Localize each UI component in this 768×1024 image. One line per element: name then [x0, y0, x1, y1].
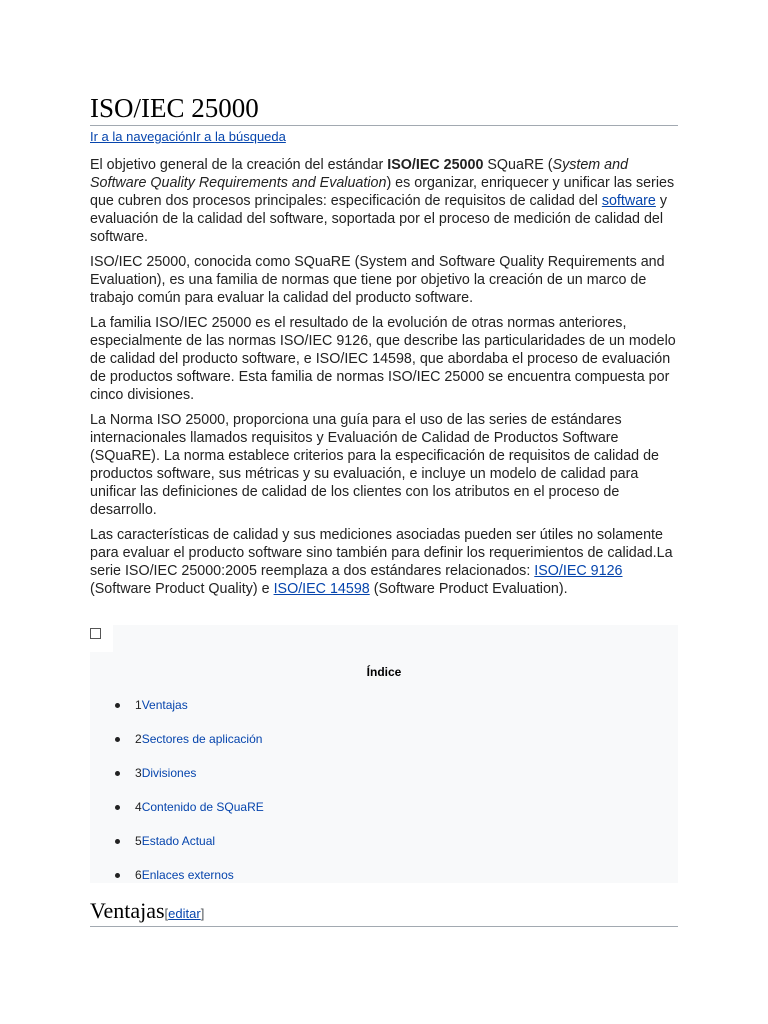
bullet-icon: [115, 703, 120, 708]
text-run: y evaluación de la calidad del software, soportada por el proceso de medición de calidad del software.: [90, 193, 667, 245]
jump-to-navigation-link[interactable]: Ir a la navegación: [90, 129, 193, 144]
iso-9126-link[interactable]: ISO/IEC 9126: [534, 563, 623, 579]
paragraph-intro: [90, 156, 678, 246]
toc-item[interactable]: [115, 764, 264, 798]
toc-list: [115, 696, 264, 900]
paragraph-family: La familia ISO/IEC 25000 es el resultado de la evolución de otras normas anteriores, especialmente de las normas ISO/IEC 9126, que describe las particularidades de un modelo de calidad del producto software, e ISO/IEC 14598, que abordaba el proceso de evaluación de productos software. Esta familia de normas ISO/IEC 25000 se encuentra compuesta por cinco divisiones.: [90, 315, 676, 403]
toc-title: Índice: [366, 665, 402, 679]
toc-panel-strip: [90, 652, 113, 883]
jump-to-search-link[interactable]: Ir a la búsqueda: [192, 129, 286, 144]
bold-term: ISO/IEC 25000: [387, 157, 484, 173]
toc-link[interactable]: Estado Actual: [141, 834, 216, 848]
edit-bracket-open: [: [164, 906, 169, 921]
toc-link[interactable]: Enlaces externos: [141, 868, 234, 882]
toc-link[interactable]: Contenido de SQuaRE: [141, 800, 264, 814]
text-run: SQuaRE (: [483, 157, 553, 173]
toc-link[interactable]: Divisiones: [141, 766, 197, 780]
edit-bracket-close: ]: [200, 906, 205, 921]
edit-section: [165, 906, 205, 921]
toc-link[interactable]: Ventajas: [141, 698, 188, 712]
software-link[interactable]: software: [601, 193, 656, 209]
bullet-icon: [115, 805, 120, 810]
toc-number: 2: [135, 732, 142, 746]
text-run: (Software Product Evaluation).: [369, 581, 568, 597]
toc-item[interactable]: [115, 696, 264, 730]
toc-number: 5: [135, 834, 142, 848]
toc-number: 6: [135, 868, 142, 882]
jump-links: [90, 128, 286, 146]
toc-number: 3: [135, 766, 142, 780]
bullet-icon: [115, 873, 120, 878]
paragraph-square: ISO/IEC 25000, conocida como SQuaRE (System and Software Quality Requirements and Evaluation), es una familia de normas que tiene por objetivo la creación de un marco de trabajo común para evaluar la calidad del producto software.: [90, 254, 665, 306]
toc-item[interactable]: [115, 730, 264, 764]
iso-14598-link[interactable]: ISO/IEC 14598: [273, 581, 370, 597]
toc-number: 4: [135, 800, 142, 814]
toc-item[interactable]: [115, 798, 264, 832]
toc-toggle-checkbox[interactable]: [90, 628, 101, 639]
toc-item[interactable]: [115, 832, 264, 866]
paragraph-characteristics: [90, 526, 678, 598]
section-heading-ventajas: [90, 897, 678, 927]
text-run: (Software Product Quality) e: [90, 581, 274, 597]
toc-item[interactable]: [115, 866, 264, 900]
bullet-icon: [115, 737, 120, 742]
text-run: ) es organizar, enriquecer y unificar las series que cubren dos procesos principales: especificación de requisitos de calidad del: [90, 175, 675, 209]
page-title: ISO/IEC 25000: [90, 91, 678, 126]
text-run: Las características de calidad y sus mediciones asociadas pueden ser útiles no solamente para evaluar el producto software sino también para definir los requerimientos de calidad.La serie ISO/IEC 25000:2005 reemplaza a dos estándares relacionados:: [90, 527, 673, 579]
italic-term: System and Software Quality Requirements and Evaluation: [90, 157, 629, 191]
toc-link[interactable]: Sectores de aplicación: [141, 732, 263, 746]
section-title: Ventajas: [90, 898, 165, 923]
bullet-icon: [115, 771, 120, 776]
text-run: El objetivo general de la creación del estándar: [90, 157, 388, 173]
toc-number: 1: [135, 698, 142, 712]
edit-section-link[interactable]: editar: [168, 906, 201, 921]
bullet-icon: [115, 839, 120, 844]
article-body: [90, 156, 678, 605]
paragraph-norma: La Norma ISO 25000, proporciona una guía para el uso de las series de estándares internacionales llamados requisitos y Evaluación de Calidad de Productos Software (SQuaRE). La norma establece criterios para la especificación de requisitos de calidad de productos software, sus métricas y su evaluación, e incluye un modelo de calidad para unificar las definiciones de calidad de los clientes con los atributos en el proceso de desarrollo.: [90, 412, 659, 518]
